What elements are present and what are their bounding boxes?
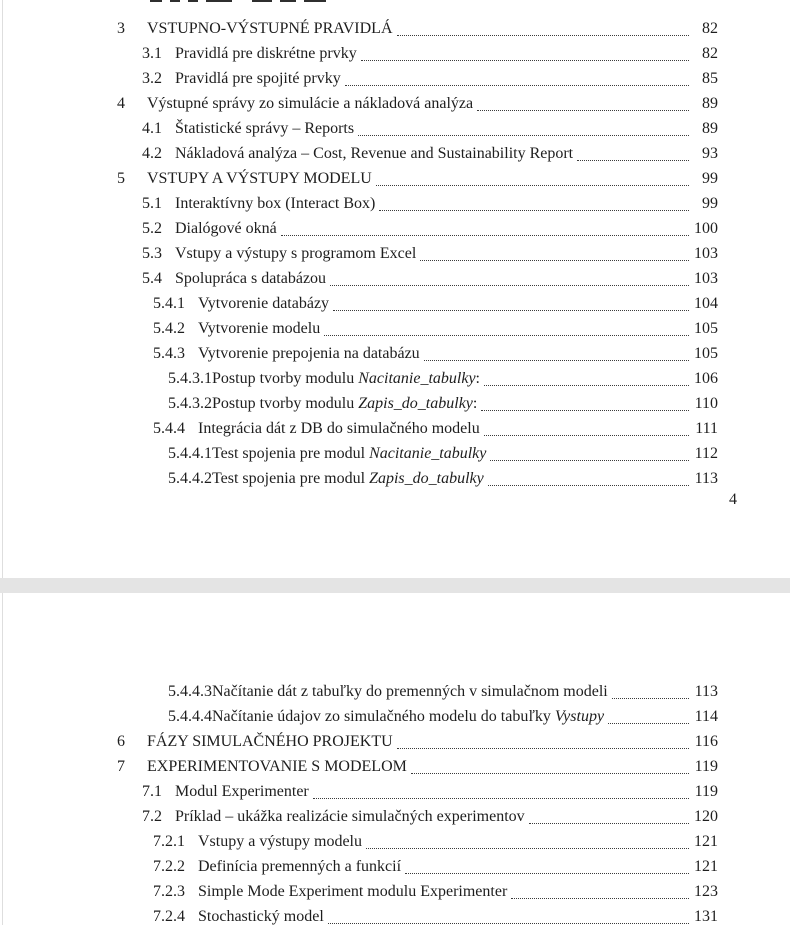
- toc-entry-title: Test spojenia pre modul Nacitanie_tabulky: [212, 445, 487, 462]
- toc-entry-title: Stochastický model: [198, 908, 324, 925]
- toc-entry-title: Postup tvorby modulu Zapis_do_tabulky:: [212, 395, 478, 412]
- toc-dotted-leader: [487, 466, 692, 491]
- toc-entry-number: 4: [117, 95, 125, 112]
- toc-entry-title: Vstupy a výstupy modelu: [198, 833, 362, 850]
- toc-entry-page: 85: [702, 70, 718, 87]
- toc-entry-page: 119: [694, 783, 718, 800]
- toc-entry-page: 121: [694, 833, 718, 850]
- toc-entry: [0, 879, 790, 904]
- toc-entry-title: Štatistické správy – Reports: [175, 120, 355, 137]
- page-gap: [0, 578, 790, 593]
- toc-list-page1: [0, 16, 790, 491]
- toc-entry-title: Pravidlá pre spojité prvky: [175, 70, 341, 87]
- toc-dotted-leader: [528, 804, 692, 829]
- toc-entry: [0, 341, 790, 366]
- toc-entry: [0, 754, 790, 779]
- toc-entry-page: 93: [702, 145, 718, 162]
- toc-entry-title: Definícia premenných a funkcií: [198, 858, 402, 875]
- toc-dotted-leader: [378, 191, 692, 216]
- toc-entry: [0, 829, 790, 854]
- clipped-text-fragment: [188, 0, 198, 2]
- toc-entry: [0, 729, 790, 754]
- toc-entry-number: 5.1: [142, 195, 162, 212]
- toc-entry-number: 5.4.1: [153, 295, 185, 312]
- toc-entry-title: Vytvorenie prepojenia na databázu: [198, 345, 420, 362]
- toc-entry-page: 112: [694, 445, 718, 462]
- toc-entry-number: 4.1: [142, 120, 162, 137]
- toc-entry-page: 82: [702, 45, 718, 62]
- toc-dotted-leader: [375, 166, 692, 191]
- toc-entry-page: 123: [694, 883, 718, 900]
- toc-entry: [0, 291, 790, 316]
- toc-entry-title: VSTUPY A VÝSTUPY MODELU: [147, 170, 372, 187]
- toc-entry: [0, 141, 790, 166]
- toc-entry-number: 5.4.4: [153, 420, 185, 437]
- clipped-text-fragment: [252, 0, 272, 2]
- toc-entry-number: 5.4.4.4: [168, 708, 212, 725]
- toc-entry: [0, 116, 790, 141]
- toc-entry-title: Vstupy a výstupy s programom Excel: [175, 245, 417, 262]
- toc-entry-number: 5.4.4.2: [168, 470, 212, 487]
- toc-entry-page: 105: [694, 345, 718, 362]
- toc-entry-number: 3.1: [142, 45, 162, 62]
- toc-entry-title: Načítanie dát z tabuľky do premenných v simulačnom modeli: [212, 683, 608, 700]
- toc-entry-title: Postup tvorby modulu Nacitanie_tabulky:: [212, 370, 480, 387]
- clipped-text-fragment: [170, 0, 180, 2]
- toc-dotted-leader: [480, 391, 692, 416]
- toc-entry-number: 3: [117, 20, 125, 37]
- toc-entry-page: 131: [694, 908, 718, 925]
- toc-entry-page: 110: [694, 395, 718, 412]
- toc-entry-number: 5.3: [142, 245, 162, 262]
- toc-entry: [0, 904, 790, 929]
- toc-dotted-leader: [404, 854, 692, 879]
- toc-entry-page: 100: [694, 220, 718, 237]
- toc-entry-title: VSTUPNO-VÝSTUPNÉ PRAVIDLÁ: [147, 20, 393, 37]
- toc-dotted-leader: [483, 416, 692, 441]
- toc-dotted-leader: [323, 316, 692, 341]
- toc-entry-number: 7.1: [142, 783, 162, 800]
- toc-entry-page: 120: [694, 808, 718, 825]
- toc-entry-page: 104: [694, 295, 718, 312]
- toc-dotted-leader: [607, 704, 692, 729]
- toc-entry-page: 82: [702, 20, 718, 37]
- toc-entry-number: 5.4.4.1: [168, 445, 212, 462]
- toc-dotted-leader: [576, 141, 692, 166]
- toc-entry-page: 121: [694, 858, 718, 875]
- toc-entry-title: Vytvorenie modelu: [198, 320, 321, 337]
- toc-entry-page: 106: [694, 370, 718, 387]
- toc-entry: [0, 441, 790, 466]
- toc-entry-page: 103: [694, 245, 718, 262]
- toc-entry: [0, 854, 790, 879]
- toc-entry-page: 119: [694, 758, 718, 775]
- toc-list-page2: [0, 679, 790, 929]
- page-footer-number: 4: [729, 491, 737, 508]
- toc-entry-title: Nákladová analýza – Cost, Revenue and Sustainability Report: [175, 145, 574, 162]
- toc-entry-title: FÁZY SIMULAČNÉHO PROJEKTU: [147, 733, 393, 750]
- toc-entry-page: 99: [702, 170, 718, 187]
- toc-entry: [0, 804, 790, 829]
- toc-entry-page: 111: [695, 420, 718, 437]
- toc-dotted-leader: [510, 879, 692, 904]
- toc-dotted-leader: [332, 291, 692, 316]
- clipped-text-fragment: [280, 0, 296, 2]
- toc-entry: [0, 466, 790, 491]
- toc-entry-number: 5.4.2: [153, 320, 185, 337]
- toc-dotted-leader: [365, 829, 692, 854]
- toc-dotted-leader: [360, 41, 692, 66]
- toc-dotted-leader: [327, 904, 692, 929]
- toc-entry: [0, 266, 790, 291]
- toc-entry-page: 103: [694, 270, 718, 287]
- toc-entry: [0, 316, 790, 341]
- toc-entry-page: 114: [694, 708, 718, 725]
- toc-entry-title: Simple Mode Experiment modulu Experimenter: [198, 883, 508, 900]
- toc-entry-title: Príklad – ukážka realizácie simulačných experimentov: [175, 808, 525, 825]
- page-2: [0, 593, 790, 925]
- toc-entry-title: EXPERIMENTOVANIE S MODELOM: [147, 758, 407, 775]
- toc-entry-number: 5.2: [142, 220, 162, 237]
- toc-entry: [0, 166, 790, 191]
- toc-dotted-leader: [344, 66, 692, 91]
- clipped-text-fragment: [304, 0, 326, 2]
- toc-dotted-leader: [483, 366, 692, 391]
- toc-entry-page: 89: [702, 95, 718, 112]
- toc-dotted-leader: [476, 91, 692, 116]
- toc-entry-number: 7.2.1: [153, 833, 185, 850]
- toc-dotted-leader: [410, 754, 692, 779]
- toc-entry-number: 6: [117, 733, 125, 750]
- toc-entry-number: 5.4.3: [153, 345, 185, 362]
- toc-entry-number: 5.4: [142, 270, 162, 287]
- toc-entry: [0, 241, 790, 266]
- toc-entry-number: 5.4.3.2: [168, 395, 212, 412]
- toc-entry-title: Pravidlá pre diskrétne prvky: [175, 45, 357, 62]
- toc-entry-page: 113: [694, 470, 718, 487]
- clipped-toc-line: [0, 0, 790, 4]
- toc-entry-number: 5: [117, 170, 125, 187]
- toc-entry: [0, 216, 790, 241]
- toc-entry-page: 99: [702, 195, 718, 212]
- toc-entry: [0, 66, 790, 91]
- clipped-text-fragment: [206, 0, 232, 2]
- toc-entry-number: 7.2: [142, 808, 162, 825]
- toc-entry-title: Dialógové okná: [175, 220, 277, 237]
- toc-entry: [0, 679, 790, 704]
- toc-entry-number: 5.4.4.3: [168, 683, 212, 700]
- toc-entry-number: 3.2: [142, 70, 162, 87]
- toc-dotted-leader: [312, 779, 692, 804]
- toc-entry-page: 89: [702, 120, 718, 137]
- toc-entry: [0, 41, 790, 66]
- toc-entry: [0, 91, 790, 116]
- toc-dotted-leader: [357, 116, 692, 141]
- toc-entry-title: Výstupné správy zo simulácie a nákladová analýza: [147, 95, 474, 112]
- toc-dotted-leader: [329, 266, 692, 291]
- clipped-text-fragment: [150, 0, 162, 2]
- toc-dotted-leader: [419, 241, 692, 266]
- toc-entry: [0, 366, 790, 391]
- toc-entry-title: Vytvorenie databázy: [198, 295, 330, 312]
- toc-entry-number: 7.2.4: [153, 908, 185, 925]
- toc-entry-number: 7: [117, 758, 125, 775]
- toc-entry: [0, 704, 790, 729]
- toc-dotted-leader: [396, 16, 692, 41]
- toc-entry-title: Integrácia dát z DB do simulačného modelu: [198, 420, 480, 437]
- toc-entry: [0, 391, 790, 416]
- toc-entry-page: 105: [694, 320, 718, 337]
- toc-entry: [0, 191, 790, 216]
- toc-entry-title: Spolupráca s databázou: [175, 270, 327, 287]
- toc-entry-number: 5.4.3.1: [168, 370, 212, 387]
- toc-entry: [0, 16, 790, 41]
- toc-dotted-leader: [423, 341, 692, 366]
- toc-entry-number: 4.2: [142, 145, 162, 162]
- toc-entry-title: Modul Experimenter: [175, 783, 309, 800]
- toc-dotted-leader: [280, 216, 692, 241]
- toc-dotted-leader: [611, 679, 692, 704]
- toc-entry-title: Načítanie údajov zo simulačného modelu do tabuľky Vystupy: [212, 708, 605, 725]
- toc-entry-title: Test spojenia pre modul Zapis_do_tabulky: [212, 470, 484, 487]
- toc-entry: [0, 779, 790, 804]
- toc-entry-title: Interaktívny box (Interact Box): [175, 195, 376, 212]
- toc-entry-number: 7.2.3: [153, 883, 185, 900]
- toc-entry-page: 113: [694, 683, 718, 700]
- toc-entry-number: 7.2.2: [153, 858, 185, 875]
- toc-entry: [0, 416, 790, 441]
- toc-dotted-leader: [396, 729, 692, 754]
- toc-dotted-leader: [489, 441, 692, 466]
- toc-entry-page: 116: [694, 733, 718, 750]
